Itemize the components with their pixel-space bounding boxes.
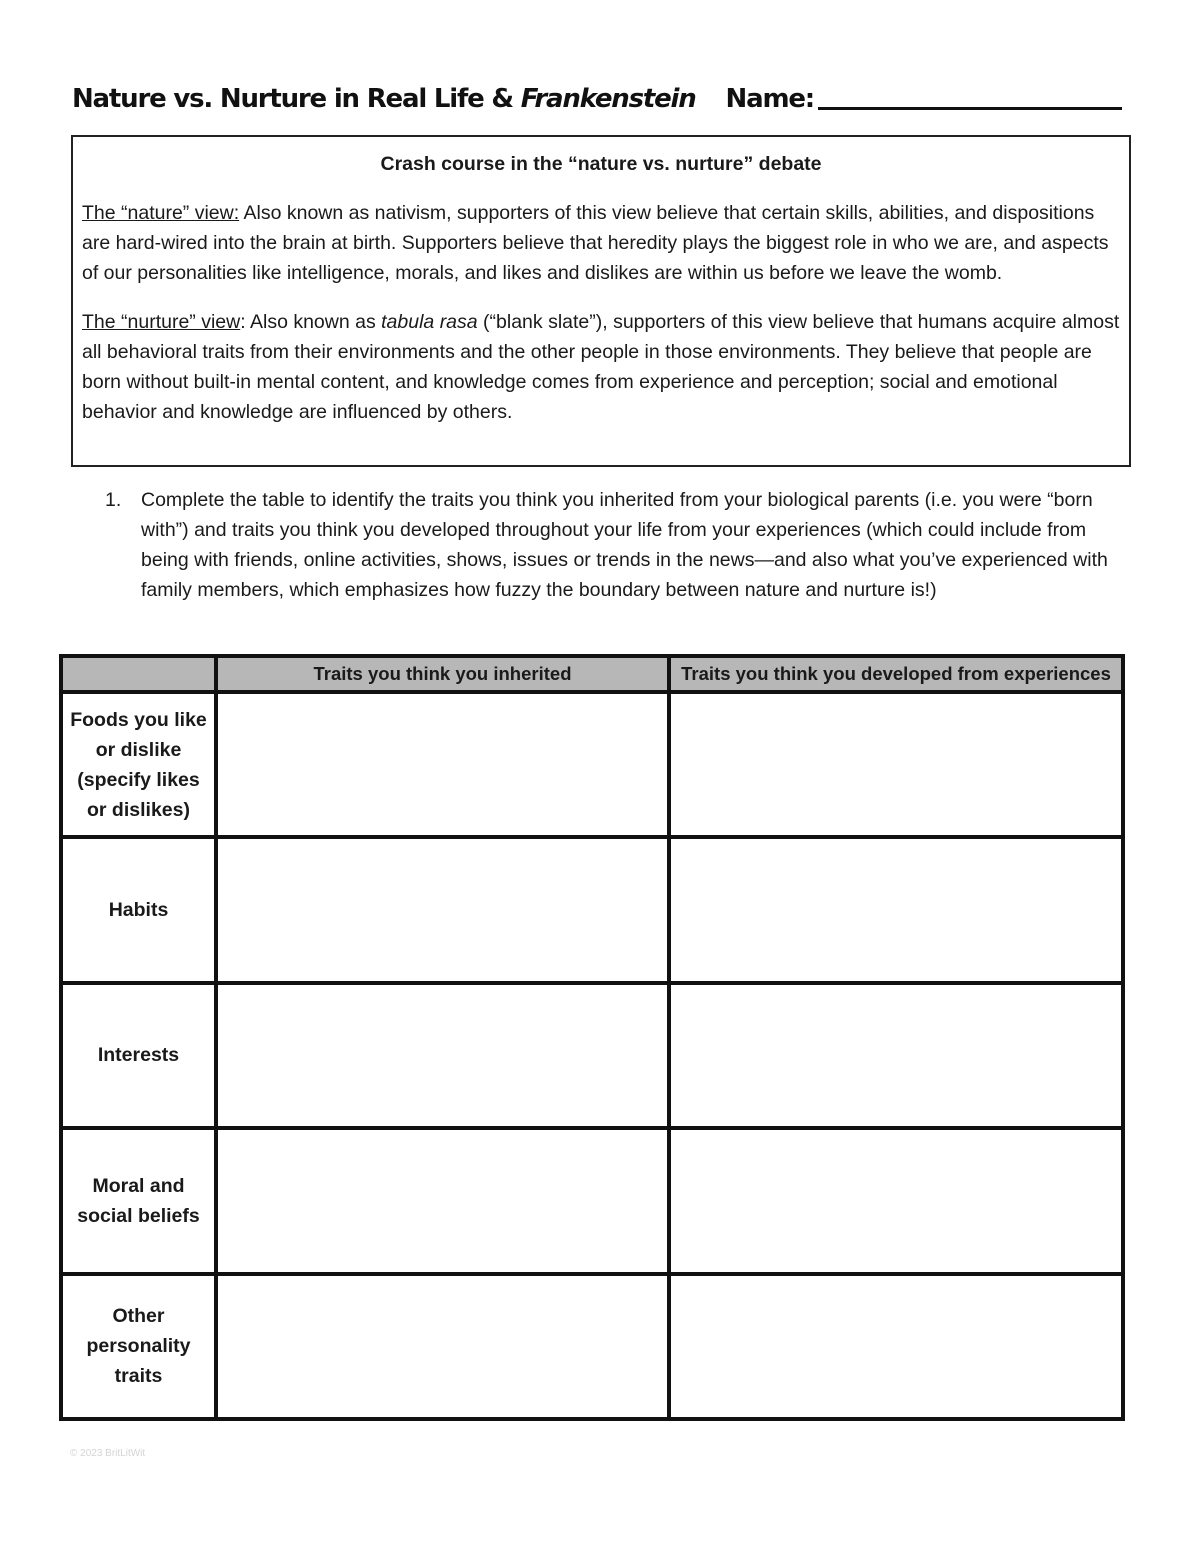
nurture-view-text-before: : Also known as [240, 311, 382, 333]
nurture-view-label: The “nurture” view [82, 311, 241, 333]
nature-view-label: The “nature” view: [82, 202, 240, 224]
title-frankenstein: Frankenstein [520, 84, 696, 114]
table-row [61, 983, 1123, 1128]
table-row [61, 837, 1123, 982]
cell-moral-inherited[interactable] [216, 1128, 669, 1273]
row-label-moral-social: Moral and social beliefs [61, 1128, 216, 1273]
question-text: Complete the table to identify the traits you think you inherited from your biological parents (i.e. you were “born with”) and traits you think you developed throughout your life from your experiences (which could include from being with friends, online activities, shows, issues or trends in the news—and also what you’ve experienced with family members, which emphasizes how fuzzy the boundary between nature and nurture is!) [141, 489, 1108, 601]
worksheet-title [72, 70, 1122, 114]
copyright-footer: © 2023 BritLitWit [70, 1448, 146, 1459]
row-label-interests: Interests [61, 983, 216, 1128]
cell-foods-developed[interactable] [669, 692, 1123, 837]
cell-interests-developed[interactable] [669, 983, 1123, 1128]
table-header-row [61, 656, 1123, 692]
table-row [61, 1128, 1123, 1273]
row-label-foods: Foods you like or dislike (specify likes or dislikes) [61, 692, 216, 837]
crash-course-title: Crash course in the “nature vs. nurture” debate [380, 153, 822, 175]
traits-table [59, 654, 1125, 1421]
question-number: 1. [105, 489, 122, 511]
name-label: Name: [725, 84, 814, 114]
table-row [61, 1274, 1123, 1419]
row-label-habits: Habits [61, 837, 216, 982]
nature-view-paragraph [82, 198, 1120, 288]
crash-course-box [71, 135, 1131, 467]
header-inherited: Traits you think you inherited [216, 656, 669, 692]
nature-view-text: Also known as nativism, supporters of this view believe that certain skills, abilities, and dispositions are hard-wired into the brain at birth. Supporters believe that heredity plays the biggest role in who we are, and aspects of our personalities like intelligence, morals, and likes and dislikes are within us before we leave the womb. [82, 202, 1109, 284]
cell-habits-developed[interactable] [669, 837, 1123, 982]
cell-habits-inherited[interactable] [216, 837, 669, 982]
tabula-rasa-term: tabula rasa [381, 311, 478, 333]
cell-interests-inherited[interactable] [216, 983, 669, 1128]
header-developed: Traits you think you developed from experiences [669, 656, 1123, 692]
row-label-personality: Other personality traits [61, 1274, 216, 1419]
cell-foods-inherited[interactable] [216, 692, 669, 837]
title-main: Nature vs. Nurture in Real Life & [72, 84, 521, 114]
table-row [61, 692, 1123, 837]
name-blank-line[interactable] [818, 107, 1122, 110]
cell-personality-inherited[interactable] [216, 1274, 669, 1419]
nurture-view-paragraph [82, 307, 1120, 427]
cell-personality-developed[interactable] [669, 1274, 1123, 1419]
question-1 [105, 485, 1130, 605]
cell-moral-developed[interactable] [669, 1128, 1123, 1273]
header-empty-cell [61, 656, 216, 692]
nurture-view-text-after: (“blank slate”), supporters of this view believe that humans acquire almost all behavioral traits from their environments and the other people in those environments. They believe that people are born without built-in mental content, and knowledge comes from experience and perception; social and emotional behavior and knowledge are influenced by others. [82, 311, 1120, 423]
